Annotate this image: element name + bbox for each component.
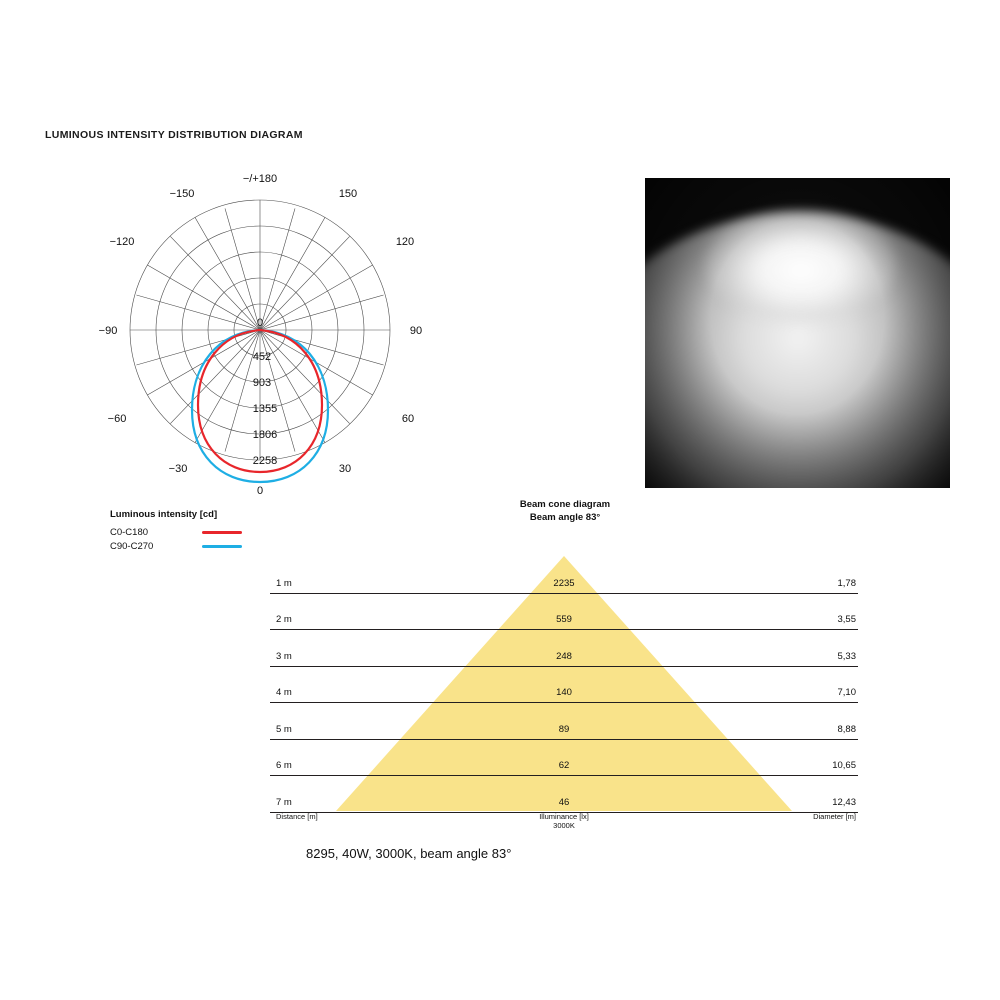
beam-cone-heading	[270, 498, 860, 524]
polar-angle-label-90: 90	[409, 325, 423, 337]
cone-illuminance: 559	[556, 614, 572, 625]
legend-item-c90-c270	[110, 539, 242, 553]
polar-radial-label-1806: 1806	[252, 429, 278, 441]
polar-angle-label-minus150: −150	[169, 188, 195, 200]
cone-diameter: 1,78	[837, 577, 856, 589]
legend-title: Luminous intensity [cd]	[110, 509, 218, 520]
polar-angle-label-30: 30	[338, 463, 352, 475]
cone-distance: 3 m	[276, 650, 292, 662]
polar-angle-label-180: −/+180	[242, 173, 278, 185]
product-caption: 8295, 40W, 3000K, beam angle 83°	[306, 846, 512, 861]
cone-diameter: 12,43	[832, 796, 856, 808]
cone-diameter: 3,55	[837, 614, 856, 625]
polar-radial-label-1355: 1355	[252, 403, 278, 415]
cone-distance: 5 m	[276, 723, 292, 735]
column-header-distance: Distance [m]	[276, 812, 318, 821]
cone-illuminance: 46	[558, 796, 570, 808]
column-header-illuminance-line2: 3000K	[553, 821, 575, 830]
polar-angle-label-minus60: −60	[107, 413, 127, 425]
polar-angle-label-minus90: −90	[98, 325, 118, 337]
polar-angle-label-minus120: −120	[109, 236, 135, 248]
cone-distance: 7 m	[276, 796, 292, 808]
polar-bottom-label: 0	[256, 485, 264, 497]
polar-radial-label-2258: 2258	[252, 455, 278, 467]
cone-distance: 1 m	[276, 577, 292, 589]
table-row	[270, 666, 858, 704]
legend-swatch-c90-c270	[202, 545, 242, 548]
polar-diagram-svg	[60, 160, 480, 500]
polar-angle-label-minus30: −30	[168, 463, 188, 475]
cone-distance: 6 m	[276, 760, 292, 771]
cone-diameter: 8,88	[837, 723, 856, 735]
table-row	[270, 739, 858, 777]
beam-cone-heading-line2: Beam angle 83°	[529, 512, 601, 523]
polar-legend	[110, 509, 242, 553]
polar-angle-label-120: 120	[395, 236, 415, 248]
table-row	[270, 556, 858, 594]
page-title: LUMINOUS INTENSITY DISTRIBUTION DIAGRAM	[45, 129, 303, 141]
polar-center-label: 0	[256, 317, 264, 329]
column-header-diameter: Diameter [m]	[813, 812, 856, 821]
cone-illuminance: 248	[556, 650, 572, 662]
legend-item-c0-c180	[110, 525, 242, 539]
beam-cone-diagram	[270, 556, 858, 831]
beam-cone-heading-line1: Beam cone diagram	[519, 499, 611, 510]
beam-photo	[645, 178, 950, 488]
table-row	[270, 593, 858, 631]
table-row	[270, 775, 858, 813]
beam-photo-vignette	[645, 178, 950, 488]
legend-label-c0-c180: C0-C180	[110, 526, 149, 538]
cone-diameter: 5,33	[837, 650, 856, 662]
cone-illuminance: 89	[558, 723, 570, 735]
beam-cone-column-headers	[270, 812, 858, 832]
cone-distance: 2 m	[276, 614, 292, 625]
cone-illuminance: 62	[558, 760, 570, 771]
column-header-illuminance-line1: Illuminance [lx]	[539, 812, 589, 821]
legend-swatch-c0-c180	[202, 531, 242, 534]
polar-angle-label-60: 60	[401, 413, 415, 425]
polar-radial-label-452: 452	[252, 351, 272, 363]
table-row	[270, 629, 858, 667]
cone-diameter: 10,65	[832, 760, 856, 771]
column-header-illuminance	[270, 812, 858, 830]
cone-illuminance: 2235	[553, 577, 575, 589]
luminous-intensity-polar-diagram	[60, 160, 480, 500]
polar-angle-label-150: 150	[338, 188, 358, 200]
legend-label-c90-c270: C90-C270	[110, 540, 154, 552]
table-row	[270, 702, 858, 740]
cone-illuminance: 140	[556, 687, 572, 698]
cone-diameter: 7,10	[837, 687, 856, 698]
polar-radial-label-903: 903	[252, 377, 272, 389]
cone-distance: 4 m	[276, 687, 292, 698]
